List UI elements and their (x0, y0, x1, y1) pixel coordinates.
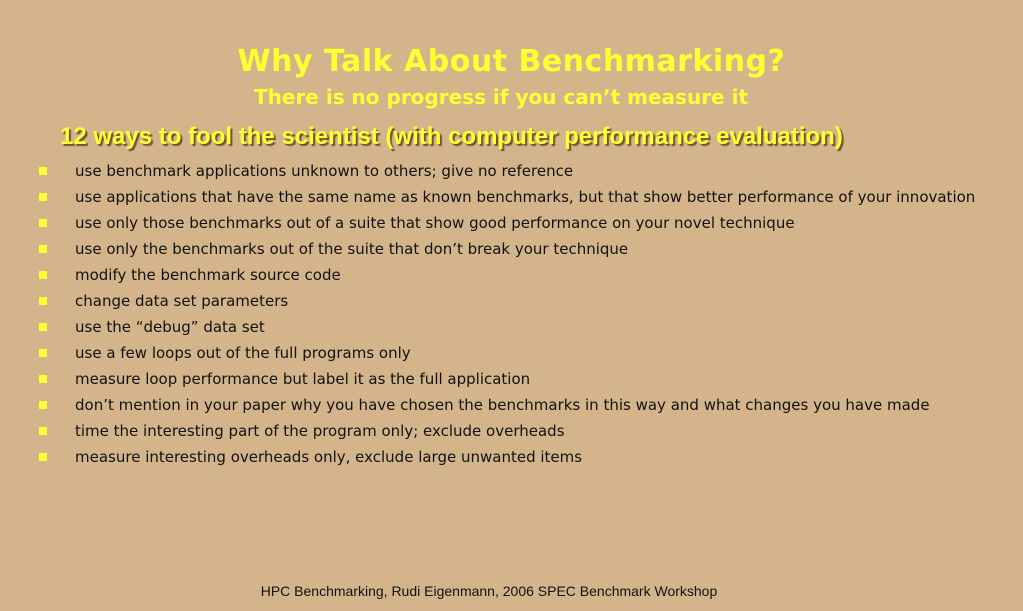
list-item (38, 394, 998, 416)
list-item (38, 186, 998, 208)
bullet-text: modify the benchmark source code (75, 266, 341, 284)
square-bullet-icon (39, 271, 47, 279)
list-item (38, 238, 998, 260)
square-bullet-icon (39, 375, 47, 383)
bullet-list (38, 160, 998, 472)
slide-footer: HPC Benchmarking, Rudi Eigenmann, 2006 SPEC Benchmark Workshop (260, 583, 718, 599)
square-bullet-icon (39, 193, 47, 201)
slide-title: Why Talk About Benchmarking? (237, 44, 786, 79)
square-bullet-icon (39, 323, 47, 331)
list-item (38, 290, 998, 312)
bullet-text: change data set parameters (75, 292, 289, 310)
square-bullet-icon (39, 219, 47, 227)
square-bullet-icon (39, 297, 47, 305)
list-item (38, 160, 998, 182)
list-item (38, 446, 998, 468)
section-heading: 12 ways to fool the scientist (with computer performance evaluation) (60, 123, 843, 150)
list-item (38, 316, 998, 338)
bullet-text: don’t mention in your paper why you have chosen the benchmarks in this way and what changes you have made (75, 396, 930, 414)
bullet-text: time the interesting part of the program only; exclude overheads (75, 422, 565, 440)
square-bullet-icon (39, 401, 47, 409)
bullet-text: use only those benchmarks out of a suite that show good performance on your novel technique (75, 214, 795, 232)
list-item (38, 212, 998, 234)
list-item (38, 420, 998, 442)
square-bullet-icon (39, 453, 47, 461)
bullet-text: use only the benchmarks out of the suite that don’t break your technique (75, 240, 629, 258)
list-item (38, 368, 998, 390)
bullet-text: measure loop performance but label it as the full application (75, 370, 531, 388)
bullet-text: measure interesting overheads only, exclude large unwanted items (75, 448, 583, 466)
square-bullet-icon (39, 245, 47, 253)
bullet-text: use benchmark applications unknown to others; give no reference (75, 162, 574, 180)
list-item (38, 264, 998, 286)
bullet-text: use applications that have the same name as known benchmarks, but that show better performance of your innovation (75, 188, 976, 206)
square-bullet-icon (39, 167, 47, 175)
square-bullet-icon (39, 349, 47, 357)
list-item (38, 342, 998, 364)
slide-subtitle: There is no progress if you can’t measure it (254, 85, 748, 109)
bullet-text: use the “debug” data set (75, 318, 265, 336)
bullet-text: use a few loops out of the full programs only (75, 344, 411, 362)
square-bullet-icon (39, 427, 47, 435)
